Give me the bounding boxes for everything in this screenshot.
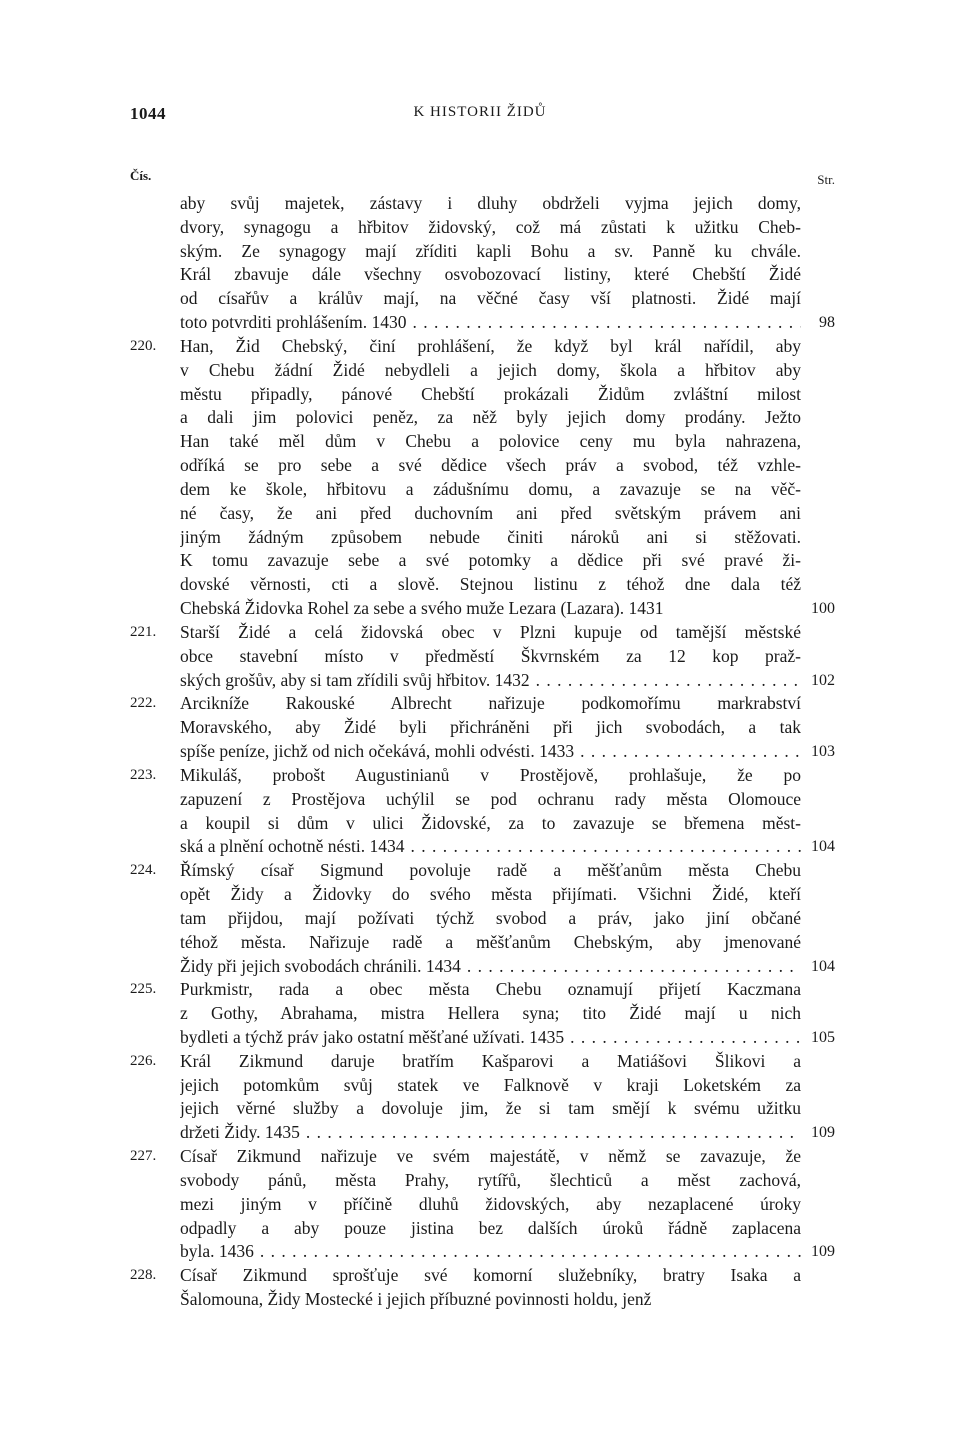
entry-text: bydleti a týchž práv jako ostatní měšťané užívati. 1435 . . .: [180, 1026, 801, 1050]
entry-text: odpadly a aby pouze jistina bez dalších úroků řádně zaplacena: [180, 1217, 801, 1238]
entry-text: Král Zikmund daruje bratřím Kašparovi a Matiášovi Šlikovi a: [180, 1050, 801, 1071]
entry-page-number: 102: [811, 671, 835, 689]
text-line: [130, 359, 835, 383]
column-headers: [130, 168, 835, 186]
entry-page-number: 104: [811, 838, 835, 856]
entry-number: 220.: [130, 337, 157, 354]
entry-text: Han také měl dům v Chebu a polovice ceny mu byla nahrazena,: [180, 431, 801, 452]
entry: [130, 1264, 835, 1312]
entry: [130, 1050, 835, 1145]
entry-number: 227.: [130, 1148, 157, 1165]
entry-text: Král zbavuje dále všechny osvobozovací listiny, které Chebští Židé: [180, 264, 801, 285]
entry-text: spíše peníze, jichž od nich očekává, mohli odvésti. 1433 . . .: [180, 740, 801, 764]
text-line: [130, 573, 835, 597]
text-line: [130, 1074, 835, 1098]
text-line: [130, 240, 835, 264]
text-line: [130, 692, 835, 716]
entry-number: 222.: [130, 695, 157, 712]
entry-text: ských grošův, aby si tam zřídili svůj hřbitov. 1432 . . .: [180, 669, 801, 693]
text-line: [130, 454, 835, 478]
text-line: [130, 907, 835, 931]
text-line: [130, 669, 835, 693]
entry-number: 221.: [130, 623, 157, 640]
entry-text: a koupil si dům v ulici Židovské, za to zavazuje se břemena měst-: [180, 812, 801, 833]
text-line: [130, 859, 835, 883]
entry: [130, 621, 835, 692]
text-line: [130, 764, 835, 788]
text-line: [130, 978, 835, 1002]
text-line: [130, 287, 835, 311]
text-line: [130, 526, 835, 550]
entry-number: 228.: [130, 1267, 157, 1284]
text-line: [130, 1121, 835, 1145]
text-line: [130, 716, 835, 740]
entry-text: aby svůj majetek, zástavy i dluhy obdrželi vyjma jejich domy,: [180, 193, 801, 213]
entry-text: opět Židy a Židovky do svého města přijímati. Všichni Židé, kteří: [180, 884, 801, 905]
entry: [130, 192, 835, 335]
text-line: [130, 1240, 835, 1264]
entry-page-number: 98: [819, 314, 835, 332]
text-line: [130, 502, 835, 526]
entry-text: Římský císař Sigmund povoluje radě a měšťanům města Chebu: [180, 860, 801, 881]
text-line: [130, 216, 835, 240]
text-line: [130, 597, 835, 621]
text-line: [130, 430, 835, 454]
entry-text: Moravského, aby Židé byli přichráněni při jich svobodách, a tak: [180, 717, 801, 738]
entry-text: svobody pánů, města Prahy, rytířů, šlechticů a měst zachová,: [180, 1169, 801, 1190]
entry-text: né časy, že ani před duchovním ani před světským právem ani: [180, 502, 801, 523]
entry-number: 225.: [130, 981, 157, 998]
entry-list: [130, 192, 835, 1312]
entry-text: jiným žádným způsobem nebude činiti nároků ani si stěžovati.: [180, 526, 801, 547]
entry-text: z Gothy, Abrahama, mistra Hellera syna; tito Židé mají u nich: [180, 1003, 801, 1024]
entry-text: držeti Židy. 1435 . . .: [180, 1121, 801, 1145]
entry-text: mezi jiným v příčině dluhů židovských, aby nezaplacené úroky: [180, 1193, 801, 1214]
text-line: [130, 478, 835, 502]
text-line: [130, 263, 835, 287]
entry-text: zapuzení z Prostějova uchýlil se pod ochranu rady města Olomouce: [180, 788, 801, 809]
entry: [130, 859, 835, 978]
entry-text: toto potvrditi prohlášením. 1430 . . .: [180, 311, 801, 335]
entry-page-number: 109: [811, 1124, 835, 1142]
text-line: [130, 549, 835, 573]
text-line: [130, 835, 835, 859]
entry-text: Chebská Židovka Rohel za sebe a svého muže Lezara (Lazara). 1431: [180, 598, 664, 619]
text-line: [130, 812, 835, 836]
entry-text: od císařův a králův mají, na věčné časy vší platnosti. Židé mají: [180, 288, 801, 309]
entry-text: téhož města. Nařizuje radě a měšťanům Chebským, aby jmenované: [180, 931, 801, 952]
entry: [130, 692, 835, 763]
column-header-number: Čís.: [130, 168, 152, 183]
text-line: [130, 883, 835, 907]
entry-text: obce stavební místo v předměstí Škvrnském za 12 kop praž-: [180, 645, 801, 666]
entry-text: tam přijdou, mají požívati týchž svobod a práv, jako jiní občané: [180, 907, 801, 928]
text-line: [130, 1145, 835, 1169]
entry-text: Purkmistr, rada a obec města Chebu oznamují přijetí Kaczmana: [180, 979, 801, 1000]
entry-text: Arcikníže Rakouské Albrecht nařizuje podkomořímu markrabství: [180, 693, 801, 714]
entry-text: byla. 1436 . . .: [180, 1240, 801, 1264]
entry: [130, 978, 835, 1049]
text-line: [130, 192, 835, 216]
entry-text: dem ke škole, hřbitovu a zádušnímu domu, a zavazuje se na věč-: [180, 478, 801, 499]
entry: [130, 764, 835, 859]
entry-text: dvory, synagogu a hřbitov židovský, což má zůstati k užitku Cheb-: [180, 216, 801, 237]
text-line: [130, 621, 835, 645]
column-header-page: Str.: [817, 172, 835, 187]
text-line: [130, 311, 835, 335]
text-line: [130, 1288, 835, 1312]
text-line: [130, 955, 835, 979]
entry-page-number: 109: [811, 1243, 835, 1261]
entry-number: 226.: [130, 1052, 157, 1069]
entry-page-number: 104: [811, 957, 835, 975]
entry-text: v Chebu žádní Židé nebydleli a jejich domy, škola a hřbitov aby: [180, 359, 801, 380]
text-line: [130, 1169, 835, 1193]
entry: [130, 335, 835, 621]
text-line: [130, 1264, 835, 1288]
text-line: [130, 406, 835, 430]
text-line: [130, 1002, 835, 1026]
text-line: [130, 335, 835, 359]
entry: [130, 1145, 835, 1264]
entry-text: Mikuláš, probošt Augustinianů v Prostějově, prohlašuje, že po: [180, 764, 801, 785]
entry-text: Židy při jejich svobodách chránili. 1434 . . .: [180, 955, 801, 979]
text-line: [130, 1097, 835, 1121]
entry-text: Šalomouna, Židy Mostecké i jejich příbuzné povinnosti holdu, jenž: [180, 1289, 652, 1310]
text-line: [130, 1193, 835, 1217]
entry-page-number: 100: [811, 600, 835, 618]
text-line: [130, 788, 835, 812]
entry-text: ská a plnění ochotně nésti. 1434 . . .: [180, 835, 801, 859]
text-line: [130, 645, 835, 669]
entry-number: 223.: [130, 766, 157, 783]
entry-text: Starší Židé a celá židovská obec v Plzni kupuje od tamější městské: [180, 621, 801, 642]
entry-text: Han, Žid Chebský, činí prohlášení, že když byl král nařídil, aby: [180, 335, 801, 356]
entry-text: jejich potomkům svůj statek ve Falknově v kraji Loketském za: [180, 1074, 801, 1095]
running-title: K HISTORII ŽIDŮ: [413, 104, 547, 120]
text-line: [130, 1026, 835, 1050]
text-line: [130, 1050, 835, 1074]
page-number: 1044: [130, 104, 166, 123]
entry-text: městu připadly, pánové Chebští prokázali Židům zvláštní milost: [180, 383, 801, 404]
entry-text: Císař Zikmund sprošťuje své komorní služebníky, bratry Isaka a: [180, 1265, 801, 1286]
text-line: [130, 383, 835, 407]
entry-page-number: 105: [811, 1028, 835, 1046]
entry-page-number: 103: [811, 743, 835, 761]
text-line: [130, 1217, 835, 1241]
text-line: [130, 931, 835, 955]
entry-text: Císař Zikmund nařizuje ve svém majestátě, v němž se zavazuje, že: [180, 1146, 801, 1167]
entry-text: ským. Ze synagogy mají zříditi kapli Bohu a sv. Panně ku chvále.: [180, 240, 801, 261]
entry-text: K tomu zavazuje sebe a své potomky a dědice při své pravé ži-: [180, 550, 801, 571]
entry-text: odříká se pro sebe a své dědice všech práv a svobod, též vzhle-: [180, 455, 801, 476]
running-head: [130, 104, 830, 126]
entry-text: a dali jim polovici peněz, za něž byly jejich domy prodány. Ježto: [180, 407, 801, 428]
entry-text: dovské věrnosti, cti a slově. Stejnou listinu z téhož dne dala též: [180, 574, 801, 595]
entry-number: 224.: [130, 862, 157, 879]
entry-text: jejich věrné služby a dovoluje jim, že si tam smějí k svému užitku: [180, 1098, 801, 1119]
text-line: [130, 740, 835, 764]
